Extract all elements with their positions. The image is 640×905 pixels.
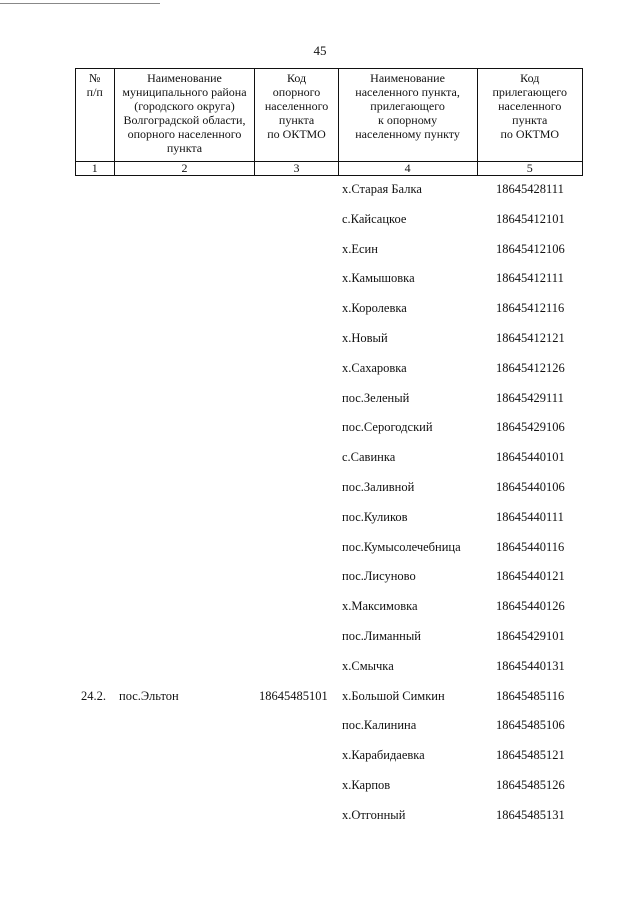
settlement-code: 18645412101 [496,211,565,226]
settlement-code: 18645412121 [496,331,565,345]
settlement-name: с.Кайсацкое [342,211,407,226]
settlement-name: х.Карпов [342,778,391,792]
settlement-code: 18645485106 [496,718,565,733]
header-text-line: к опорному [378,113,438,127]
settlement-name: пос.Зеленый [342,390,410,405]
header-text-line: Волгоградской области, [123,113,246,127]
settlement-name: х.Новый [342,331,388,345]
settlement-name: х.Камышовка [342,271,415,286]
table-row [75,477,583,497]
settlement-code: 18645412106 [496,241,565,256]
table-row [75,179,583,199]
header-code [255,69,338,162]
settlement-code: 18645485121 [496,748,565,763]
settlement-name: х.Смычка [342,658,394,673]
header-text-line: пункта [278,113,315,127]
table-row [75,596,583,616]
header-text-line: п/п [86,85,103,99]
table-row [75,686,583,706]
header-settlement-code [477,69,582,162]
column-number: 2 [114,162,255,176]
header-text-line: пункта [512,113,548,127]
district-code: 18645485101 [259,688,328,703]
table-header [75,68,583,176]
settlement-code: 18645485116 [496,688,565,703]
settlement-code: 18645440111 [496,509,564,524]
header-text-line: по ОКТМО [267,127,326,141]
settlement-name: пос.Калинина [342,718,417,733]
table-row [75,298,583,318]
settlement-name: пос.Серогодский [342,420,433,435]
table-row [75,268,583,288]
settlement-name: х.Сахаровка [342,360,407,375]
header-text-line: прилегающего [492,85,568,99]
column-number: 5 [477,162,582,176]
table-row [75,537,583,557]
settlement-name: х.Отгонный [342,807,406,822]
header-district [114,69,255,162]
header-text-line: населенного [498,99,562,113]
header-text-line: Наименование [147,71,222,85]
table-row [75,447,583,467]
page-number: 45 [313,43,327,58]
header-text-line: Код [286,71,307,85]
table-row [75,566,583,586]
table-row [75,745,583,765]
settlement-code: 18645412126 [496,360,565,375]
header-text-line: населенному пункту [355,127,460,141]
column-number: 4 [338,162,477,176]
settlement-code: 18645485126 [496,778,565,792]
settlement-code: 18645412116 [496,301,565,316]
settlement-code: 18645440126 [496,599,565,614]
top-edge-line [0,3,160,4]
header-text-line: населенного [264,99,329,113]
column-number: 1 [76,162,115,176]
header-text-line: опорного [272,85,321,99]
column-number: 3 [255,162,338,176]
header-number [76,69,115,162]
settlement-name: х.Максимовка [342,599,418,614]
settlement-code: 18645412111 [496,271,564,286]
table-row [75,626,583,646]
settlement-code: 18645485131 [496,807,565,822]
table-row [75,239,583,259]
settlement-code: 18645440131 [496,658,565,673]
settlement-name: х.Королевка [342,301,407,316]
header-row [76,69,583,162]
table-row [75,358,583,378]
settlement-code: 18645429101 [496,629,565,643]
table-row [75,388,583,408]
settlement-name: пос.Куликов [342,509,408,524]
header-text-line: Наименование [370,71,445,85]
table-row [75,507,583,527]
settlement-code: 18645440116 [496,539,565,554]
settlement-name: х.Старая Балка [342,182,422,196]
settlement-code: 18645428111 [496,182,564,196]
table-row [75,656,583,676]
table-row [75,328,583,348]
table-row [75,209,583,229]
row-number: 24.2. [81,688,106,703]
header-settlement [338,69,477,162]
settlement-name: х.Есин [342,241,378,256]
settlement-name: пос.Заливной [342,480,415,494]
header-text-line: (городского округа) [134,99,235,113]
table-row [75,715,583,735]
header-text-line: опорного населенного [127,127,242,141]
settlement-code: 18645440101 [496,450,565,465]
settlement-code: 18645440106 [496,480,565,494]
settlement-name: х.Большой Симкин [342,688,445,703]
table-row [75,775,583,795]
header-text-line: Код [520,71,540,85]
district-name: пос.Эльтон [119,688,179,703]
header-text-line: прилегающего [370,99,445,113]
table-row [75,417,583,437]
header-text-line: пункта [166,141,203,155]
table-row [75,805,583,825]
header-text-line: населенного пункта, [355,85,460,99]
settlement-name: х.Карабидаевка [342,748,425,763]
header-text-line: муниципального района [122,85,247,99]
settlement-code: 18645429106 [496,420,565,435]
settlement-name: пос.Лиманный [342,629,421,643]
settlement-name: с.Савинка [342,450,396,465]
header-text-line: по ОКТМО [500,127,560,141]
settlement-code: 18645429111 [496,390,564,405]
header-text-line: № [89,71,101,85]
settlement-name: пос.Кумысолечебница [342,539,461,554]
settlement-name: пос.Лисуново [342,569,416,584]
settlement-code: 18645440121 [496,569,565,584]
column-number-row [76,162,583,176]
